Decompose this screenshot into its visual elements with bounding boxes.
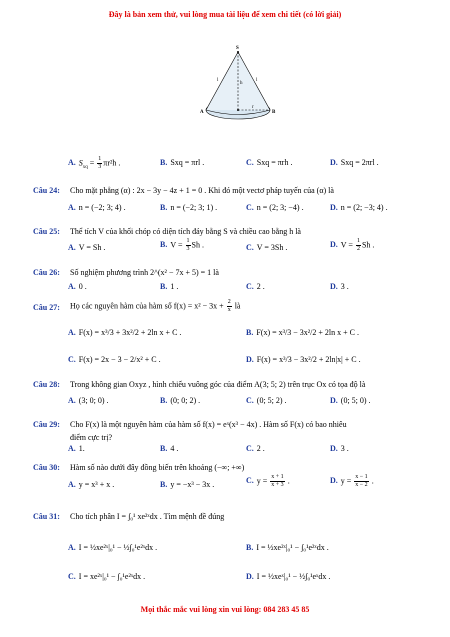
label-s: S bbox=[236, 46, 239, 51]
q27-option-a[interactable]: A. F(x) = x³/3 + 3x²/2 + 2ln x + C . bbox=[68, 328, 182, 337]
header-banner: Đây là bản xem thử, vui lòng mua tài liệu để xem chi tiết (có lời giải) bbox=[108, 10, 342, 19]
q31-option-b[interactable]: B. I = ½xe²ˣ|₀¹ − ∫₀¹e²ˣdx . bbox=[246, 543, 329, 552]
q27-option-c[interactable]: C. F(x) = 2x − 3 − 2/x² + C . bbox=[68, 355, 161, 364]
q24-text: Cho mặt phẳng (α) : 2x − 3y − 4z + 1 = 0 . Khi đó một vectơ pháp tuyến của (α) là bbox=[70, 186, 334, 195]
q31-text: Cho tích phân I = ∫₀¹ xe²ˣdx . Tìm mệnh đề đúng bbox=[70, 512, 225, 521]
q29-option-c[interactable]: C. 2 . bbox=[246, 444, 265, 453]
q25-option-b[interactable]: B. V = $\frac{1}{3}$ Sh . bbox=[160, 238, 204, 252]
q24-option-a[interactable]: A. n = (−2; 3; 4) . bbox=[68, 203, 126, 212]
q28-option-b[interactable]: B. (0; 0; 2) . bbox=[160, 396, 201, 405]
q26-option-a[interactable]: A. 0 . bbox=[68, 282, 87, 291]
q29-text: Cho F(x) là một nguyên hàm của hàm số f(x) = eˣ(x³ − 4x) . Hàm số F(x) có bao nhiêu bbox=[70, 420, 347, 429]
q26-option-d[interactable]: D. 3 . bbox=[330, 282, 349, 291]
q28-label: Câu 28: bbox=[33, 380, 60, 389]
q29-text-line2: điểm cực trị? bbox=[70, 433, 113, 442]
label-l-left: l bbox=[217, 78, 219, 83]
q28-option-c[interactable]: C. (0; 5; 2) . bbox=[246, 396, 287, 405]
q30-option-d[interactable]: D. y = $\frac{x - 1}{x - 2}$ . bbox=[330, 474, 374, 488]
q25-option-a[interactable]: A. V = Sh . bbox=[68, 243, 106, 252]
q30-option-b[interactable]: B. y = −x³ − 3x . bbox=[160, 480, 215, 489]
cone-figure bbox=[196, 44, 286, 124]
q31-option-a[interactable]: A. I = ½xe²ˣ|₀¹ − ½∫₀¹e²ˣdx . bbox=[68, 543, 158, 552]
q31-label: Câu 31: bbox=[33, 512, 60, 521]
q27-label: Câu 27: bbox=[33, 303, 60, 312]
q26-option-c[interactable]: C. 2 . bbox=[246, 282, 265, 291]
q27-option-d[interactable]: D. F(x) = x³/3 − 3x²/2 + 2ln|x| + C . bbox=[246, 355, 361, 364]
q25-option-d[interactable]: D. V = $\frac{1}{2}$ Sh . bbox=[330, 238, 375, 252]
q29-label: Câu 29: bbox=[33, 420, 60, 429]
q31-option-c[interactable]: C. I = xe²ˣ|₀¹ − ∫₀¹e²ˣdx . bbox=[68, 572, 146, 581]
q24-option-d[interactable]: D. n = (2; −3; 4) . bbox=[330, 203, 388, 212]
q26-text: Số nghiệm phương trình 2^(x² − 7x + 5) = 1 là bbox=[70, 268, 219, 277]
q29-option-d[interactable]: D. 3 . bbox=[330, 444, 349, 453]
q25-text: Thể tích V của khối chóp có diện tích đáy bằng S và chiều cao bằng h là bbox=[70, 227, 301, 236]
q30-text: Hàm số nào dưới đây đồng biến trên khoảng (−∞; +∞) bbox=[70, 463, 245, 472]
q30-label: Câu 30: bbox=[33, 463, 60, 472]
label-b: B bbox=[272, 110, 276, 115]
q28-option-a[interactable]: A. (3; 0; 0) . bbox=[68, 396, 109, 405]
q28-option-d[interactable]: D. (0; 5; 0) . bbox=[330, 396, 371, 405]
label-h: h bbox=[240, 81, 243, 86]
q23-option-d[interactable]: D. Sxq = 2πrl . bbox=[330, 158, 379, 167]
q26-label: Câu 26: bbox=[33, 268, 60, 277]
q30-option-c[interactable]: C. y = $\frac{x + 1}{x + 3}$ . bbox=[246, 474, 290, 488]
q30-option-a[interactable]: A. y = x³ + x . bbox=[68, 480, 115, 489]
q23-option-c[interactable]: C. Sxq = πrh . bbox=[246, 158, 293, 167]
q26-expression: 2^(x² − 7x + 5) = 1 là bbox=[150, 268, 219, 277]
q29-option-a[interactable]: A. 1. bbox=[68, 444, 85, 453]
q25-option-c[interactable]: C. V = 3Sh . bbox=[246, 243, 288, 252]
q25-label: Câu 25: bbox=[33, 227, 60, 236]
q28-text: Trong không gian Oxyz , hình chiếu vuông góc của điểm A(3; 5; 2) trên trục Ox có tọa độ là bbox=[70, 380, 366, 389]
footer-banner: Mọi thắc mắc vui lòng xin vui lòng: 084 283 45 85 bbox=[140, 605, 310, 614]
q24-option-b[interactable]: B. n = (−2; 3; 1) . bbox=[160, 203, 218, 212]
q27-text: Họ các nguyên hàm của hàm số f(x) = x² − 3x + $\frac{2}{x}$ là bbox=[70, 299, 241, 313]
q29-option-b[interactable]: B. 4 . bbox=[160, 444, 179, 453]
q31-option-d[interactable]: D. I = ½xeˣ|₀¹ − ½∫₀¹eˣdx . bbox=[246, 572, 331, 581]
label-l-right: l bbox=[256, 78, 258, 83]
q23-option-b[interactable]: B. Sxq = πrl . bbox=[160, 158, 205, 167]
q24-option-c[interactable]: C. n = (2; 3; −4) . bbox=[246, 203, 304, 212]
label-a: A bbox=[200, 110, 204, 115]
q24-label: Câu 24: bbox=[33, 186, 60, 195]
label-r: r bbox=[252, 105, 254, 110]
q31-expression: I = ∫₀¹ xe²ˣdx . Tìm mệnh đề đúng bbox=[116, 512, 225, 521]
q27-option-b[interactable]: B. F(x) = x³/3 − 3x²/2 + 2ln x + C . bbox=[246, 328, 359, 337]
q26-option-b[interactable]: B. 1 . bbox=[160, 282, 179, 291]
q23-option-a[interactable]: A. $S_{xq}$ = $\frac{1}{3}$ πr²h . bbox=[68, 156, 121, 170]
